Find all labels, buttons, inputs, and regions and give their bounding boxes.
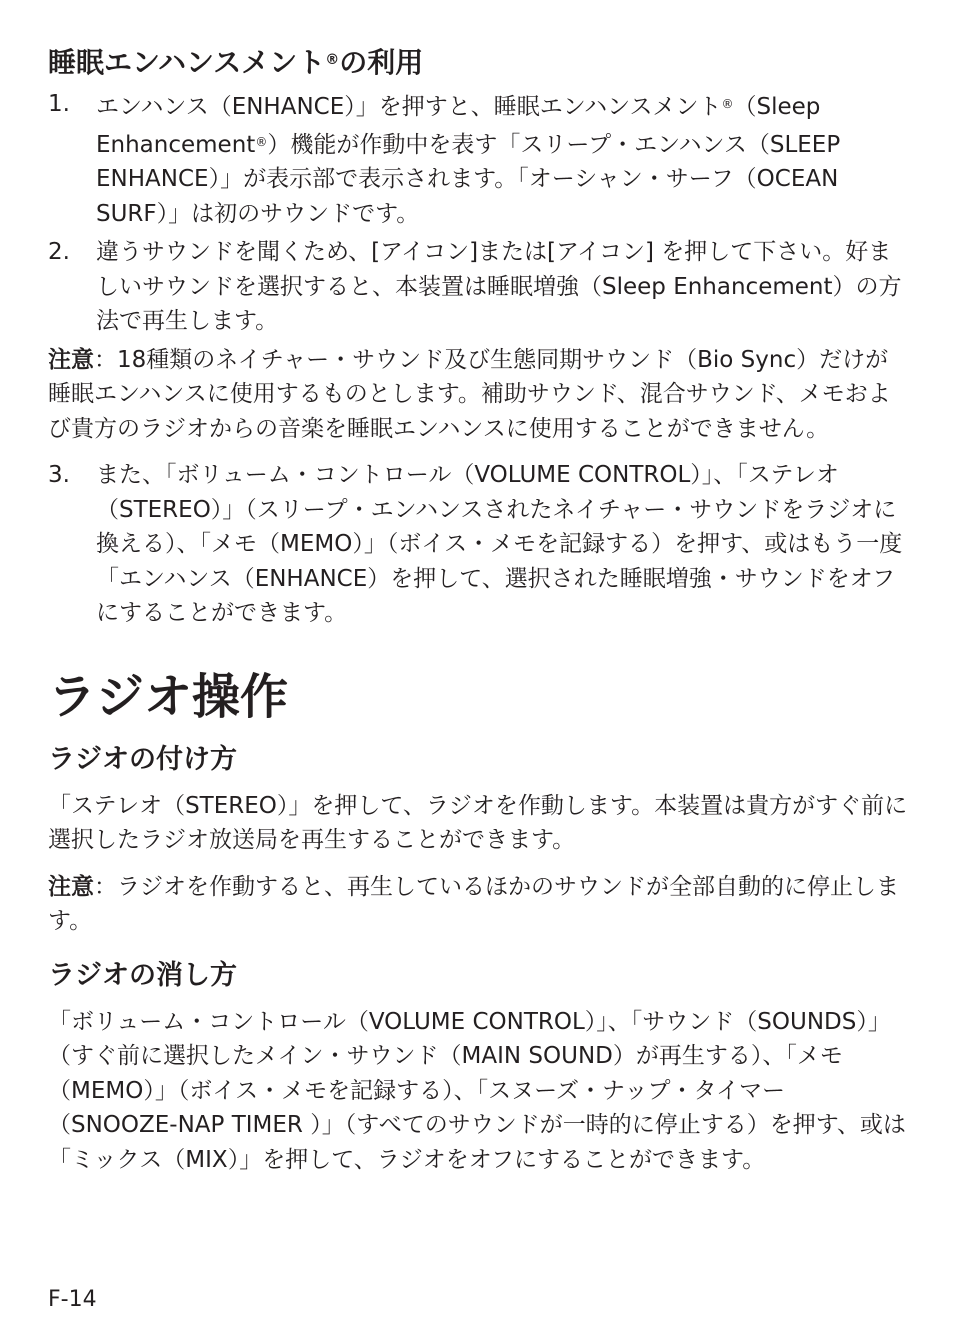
note-label: 注意 (48, 873, 94, 900)
note-text: ：18種類のネイチャー・サウンド及び生態同期サウンド（Bio Sync）だけが睡眠エンハンスに使用するものとします。補助サウンド、混合サウンド、メモおよび貴方のラジオからの音楽を睡眠エンハンスに使用することができません。 (48, 346, 891, 442)
radio-on-text: 「ステレオ（STEREO）」を押して、ラジオを作動します。本装置は貴方がすぐ前に選択したラジオ放送局を再生することができます。 (48, 792, 908, 853)
list-number: 1. (48, 91, 70, 117)
registered-mark: ® (721, 97, 734, 111)
heading-suffix: の利用 (339, 46, 424, 79)
note-label: 注意 (48, 346, 94, 373)
list-text: 違うサウンドを聞くため、[アイコン]または[アイコン] を押して下さい。好ましいサウンドを選択すると、本装置は睡眠増強（Sleep Enhancement）の方法で再生します。 (96, 239, 902, 334)
radio-off-text: 「ボリューム・コントロール（VOLUME CONTROL）」、「サウンド（SOUNDS）」（すぐ前に選択したメイン・サウンド（MAIN SOUND）が再生する）、「メモ（MEMO）」（ボイス・メモを記録する）、「スヌーズ・ナップ・タイマー（SNOOZE-NAP TIMER ）」（すべてのサウンドが一時的に停止する）を押す、或は「ミックス（MIX）」を押して、ラジオをオフにすることができます。 (48, 1008, 906, 1173)
registered-mark: ® (255, 134, 268, 149)
heading-text: 睡眠エンハンスメント (48, 46, 326, 79)
list-text: エンハンス（ENHANCE）」を押すと、睡眠エンハンスメント®（Sleep Enhancement®）機能が作動中を表す「スリープ・エンハンス（SLEEP ENHANCE）」が表示部で表示されます。「オーシャン・サーフ（OCEAN SURF）」は初のサウンドです。 (96, 94, 864, 227)
page-number: F-14 (48, 1287, 97, 1312)
note-paragraph (48, 343, 908, 447)
list-text: また、「ボリューム・コントロール（VOLUME CONTROL）」、「ステレオ（STEREO）」（スリープ・エンハンスされたネイチャー・サウンドをラジオに換える）、「メモ（MEMO）」（ボイス・メモを記録する）を押す、或はもう一度「エンハンス（ENHANCE）を押して、選択された睡眠増強・サウンドをオフにすることができます。 (96, 462, 903, 626)
note-text: ：ラジオを作動すると、再生しているほかのサウンドが全部自動的に停止します。 (48, 873, 899, 934)
list-item-3 (48, 458, 908, 631)
radio-off-heading: ラジオの消し方 (48, 959, 237, 991)
radio-on-heading: ラジオの付け方 (48, 743, 237, 775)
sleep-enhancement-heading (48, 40, 908, 83)
radio-on-note (48, 870, 908, 939)
registered-mark: ® (325, 52, 340, 68)
radio-operation-title: ラジオ操作 (48, 668, 289, 725)
list-number: 2. (48, 239, 70, 265)
page-content (48, 40, 908, 1177)
list-item-2 (48, 235, 908, 339)
list-number: 3. (48, 462, 70, 488)
list-item-1 (48, 87, 908, 231)
